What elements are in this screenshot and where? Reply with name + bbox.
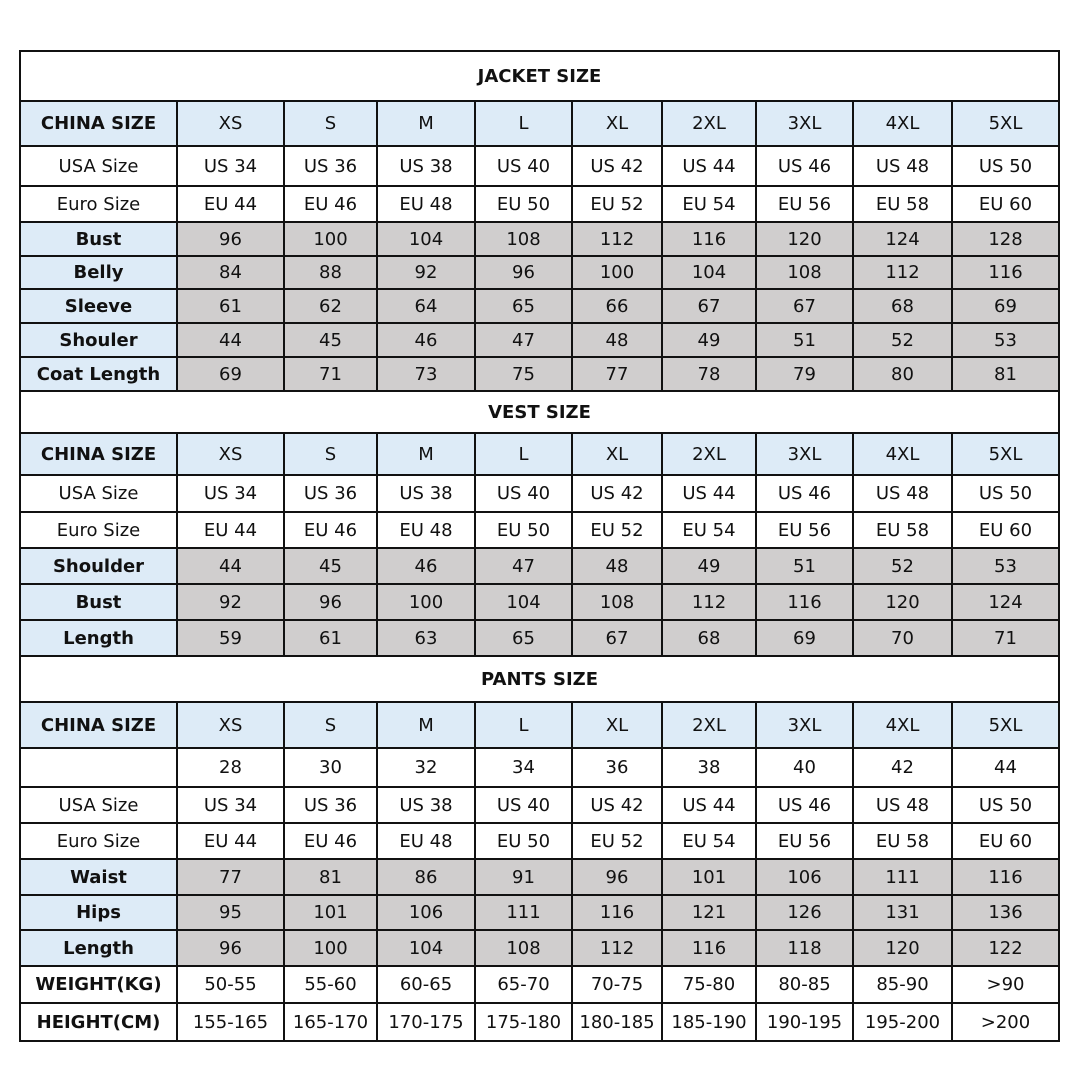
value-cell: 131 bbox=[853, 895, 952, 930]
value-cell: US 38 bbox=[377, 787, 475, 823]
value-cell: EU 46 bbox=[284, 186, 377, 222]
value-cell: 96 bbox=[177, 222, 284, 256]
value-cell: US 48 bbox=[853, 787, 952, 823]
value-cell: 67 bbox=[572, 620, 662, 656]
pants-table-row bbox=[20, 748, 1059, 787]
size-header-cell: 5XL bbox=[952, 702, 1059, 748]
value-cell: 170-175 bbox=[377, 1003, 475, 1041]
value-cell: US 50 bbox=[952, 475, 1059, 512]
value-cell: 71 bbox=[284, 357, 377, 391]
vest-table-row bbox=[20, 584, 1059, 620]
size-header-cell: 4XL bbox=[853, 702, 952, 748]
value-cell: 80 bbox=[853, 357, 952, 391]
value-cell: EU 48 bbox=[377, 823, 475, 859]
jacket-table-row bbox=[20, 146, 1059, 186]
value-cell: US 36 bbox=[284, 475, 377, 512]
china-size-label: CHINA SIZE bbox=[20, 101, 177, 146]
value-cell: 100 bbox=[377, 584, 475, 620]
value-cell: 96 bbox=[177, 930, 284, 966]
row-label: Euro Size bbox=[20, 823, 177, 859]
value-cell: US 38 bbox=[377, 146, 475, 186]
value-cell: 53 bbox=[952, 323, 1059, 357]
value-cell: 75 bbox=[475, 357, 572, 391]
row-label: Belly bbox=[20, 256, 177, 289]
value-cell: 50-55 bbox=[177, 966, 284, 1003]
size-header-cell: 2XL bbox=[662, 433, 756, 475]
value-cell: 195-200 bbox=[853, 1003, 952, 1041]
jacket-section-title: JACKET SIZE bbox=[20, 51, 1059, 101]
pants-table-row bbox=[20, 1003, 1059, 1041]
value-cell: 30 bbox=[284, 748, 377, 787]
size-header-cell: 5XL bbox=[952, 101, 1059, 146]
value-cell: 104 bbox=[662, 256, 756, 289]
value-cell: 67 bbox=[662, 289, 756, 323]
value-cell: 48 bbox=[572, 323, 662, 357]
value-cell: 112 bbox=[662, 584, 756, 620]
value-cell: 68 bbox=[662, 620, 756, 656]
value-cell: US 46 bbox=[756, 475, 853, 512]
value-cell: 34 bbox=[475, 748, 572, 787]
value-cell: EU 50 bbox=[475, 823, 572, 859]
size-header-cell: M bbox=[377, 702, 475, 748]
value-cell: US 38 bbox=[377, 475, 475, 512]
value-cell: EU 44 bbox=[177, 186, 284, 222]
vest-table-row bbox=[20, 548, 1059, 584]
value-cell: 61 bbox=[177, 289, 284, 323]
value-cell: EU 58 bbox=[853, 186, 952, 222]
row-label: USA Size bbox=[20, 787, 177, 823]
value-cell: 64 bbox=[377, 289, 475, 323]
value-cell: 45 bbox=[284, 548, 377, 584]
value-cell: EU 56 bbox=[756, 186, 853, 222]
value-cell: 124 bbox=[952, 584, 1059, 620]
value-cell: 49 bbox=[662, 323, 756, 357]
value-cell: 108 bbox=[572, 584, 662, 620]
value-cell: 165-170 bbox=[284, 1003, 377, 1041]
value-cell: US 48 bbox=[853, 475, 952, 512]
value-cell: 101 bbox=[284, 895, 377, 930]
value-cell: 84 bbox=[177, 256, 284, 289]
value-cell: 108 bbox=[475, 222, 572, 256]
size-header-cell: 3XL bbox=[756, 433, 853, 475]
pants-table-row bbox=[20, 859, 1059, 895]
value-cell: 118 bbox=[756, 930, 853, 966]
value-cell: 104 bbox=[475, 584, 572, 620]
jacket-table-row bbox=[20, 323, 1059, 357]
value-cell: 77 bbox=[572, 357, 662, 391]
value-cell: 190-195 bbox=[756, 1003, 853, 1041]
value-cell: 112 bbox=[853, 256, 952, 289]
value-cell: 121 bbox=[662, 895, 756, 930]
jacket-table-row bbox=[20, 289, 1059, 323]
value-cell: EU 56 bbox=[756, 512, 853, 548]
value-cell: 69 bbox=[756, 620, 853, 656]
value-cell: US 40 bbox=[475, 475, 572, 512]
jacket-table-row bbox=[20, 357, 1059, 391]
value-cell: 60-65 bbox=[377, 966, 475, 1003]
value-cell: 124 bbox=[853, 222, 952, 256]
value-cell: 45 bbox=[284, 323, 377, 357]
value-cell: 51 bbox=[756, 548, 853, 584]
value-cell: 108 bbox=[756, 256, 853, 289]
value-cell: 185-190 bbox=[662, 1003, 756, 1041]
size-chart-table bbox=[19, 50, 1060, 1042]
value-cell: 100 bbox=[284, 930, 377, 966]
value-cell: EU 54 bbox=[662, 186, 756, 222]
value-cell: 92 bbox=[177, 584, 284, 620]
size-header-cell: XS bbox=[177, 702, 284, 748]
value-cell: US 40 bbox=[475, 787, 572, 823]
value-cell: US 46 bbox=[756, 146, 853, 186]
value-cell: 75-80 bbox=[662, 966, 756, 1003]
value-cell: 80-85 bbox=[756, 966, 853, 1003]
value-cell: US 36 bbox=[284, 146, 377, 186]
value-cell: EU 50 bbox=[475, 512, 572, 548]
value-cell: 40 bbox=[756, 748, 853, 787]
row-label: Waist bbox=[20, 859, 177, 895]
value-cell: 112 bbox=[572, 222, 662, 256]
size-header-cell: M bbox=[377, 433, 475, 475]
value-cell: 116 bbox=[572, 895, 662, 930]
row-label: Shoulder bbox=[20, 548, 177, 584]
value-cell: EU 52 bbox=[572, 186, 662, 222]
value-cell: 78 bbox=[662, 357, 756, 391]
value-cell: US 48 bbox=[853, 146, 952, 186]
value-cell: 106 bbox=[377, 895, 475, 930]
value-cell: 96 bbox=[475, 256, 572, 289]
value-cell: EU 44 bbox=[177, 823, 284, 859]
vest-table-row bbox=[20, 512, 1059, 548]
value-cell: 59 bbox=[177, 620, 284, 656]
vest-section-title: VEST SIZE bbox=[20, 391, 1059, 433]
value-cell: EU 52 bbox=[572, 823, 662, 859]
jacket-table-row bbox=[20, 256, 1059, 289]
value-cell: 65 bbox=[475, 620, 572, 656]
value-cell: 68 bbox=[853, 289, 952, 323]
value-cell: 32 bbox=[377, 748, 475, 787]
value-cell: US 42 bbox=[572, 146, 662, 186]
value-cell: 85-90 bbox=[853, 966, 952, 1003]
value-cell: 96 bbox=[572, 859, 662, 895]
value-cell: 136 bbox=[952, 895, 1059, 930]
value-cell: 116 bbox=[952, 256, 1059, 289]
row-label: Hips bbox=[20, 895, 177, 930]
value-cell: EU 48 bbox=[377, 186, 475, 222]
value-cell: 49 bbox=[662, 548, 756, 584]
size-header-cell: 5XL bbox=[952, 433, 1059, 475]
row-label: WEIGHT(KG) bbox=[20, 966, 177, 1003]
pants-table-row bbox=[20, 966, 1059, 1003]
value-cell: EU 58 bbox=[853, 512, 952, 548]
value-cell: 111 bbox=[853, 859, 952, 895]
value-cell: 65-70 bbox=[475, 966, 572, 1003]
value-cell: EU 46 bbox=[284, 512, 377, 548]
value-cell: 48 bbox=[572, 548, 662, 584]
pants-table-row bbox=[20, 823, 1059, 859]
value-cell: 44 bbox=[177, 548, 284, 584]
value-cell: 69 bbox=[952, 289, 1059, 323]
vest-table-row bbox=[20, 620, 1059, 656]
value-cell: 62 bbox=[284, 289, 377, 323]
size-header-cell: L bbox=[475, 433, 572, 475]
size-header-cell: XS bbox=[177, 433, 284, 475]
value-cell: >200 bbox=[952, 1003, 1059, 1041]
jacket-size-header-row bbox=[20, 101, 1059, 146]
value-cell: 116 bbox=[756, 584, 853, 620]
value-cell: 126 bbox=[756, 895, 853, 930]
value-cell: 47 bbox=[475, 548, 572, 584]
value-cell: 63 bbox=[377, 620, 475, 656]
row-label: Length bbox=[20, 620, 177, 656]
size-header-cell: 2XL bbox=[662, 702, 756, 748]
value-cell: 120 bbox=[756, 222, 853, 256]
jacket-title-row bbox=[20, 51, 1059, 101]
value-cell: 52 bbox=[853, 548, 952, 584]
jacket-table-row bbox=[20, 186, 1059, 222]
value-cell: 66 bbox=[572, 289, 662, 323]
value-cell: 86 bbox=[377, 859, 475, 895]
value-cell: 120 bbox=[853, 584, 952, 620]
row-label: Euro Size bbox=[20, 186, 177, 222]
value-cell: EU 60 bbox=[952, 186, 1059, 222]
size-header-cell: S bbox=[284, 702, 377, 748]
value-cell: US 44 bbox=[662, 475, 756, 512]
value-cell: 155-165 bbox=[177, 1003, 284, 1041]
value-cell: US 42 bbox=[572, 787, 662, 823]
size-header-cell: XS bbox=[177, 101, 284, 146]
value-cell: 53 bbox=[952, 548, 1059, 584]
value-cell: EU 46 bbox=[284, 823, 377, 859]
value-cell: 101 bbox=[662, 859, 756, 895]
value-cell: EU 58 bbox=[853, 823, 952, 859]
size-header-cell: 2XL bbox=[662, 101, 756, 146]
pants-title-row bbox=[20, 656, 1059, 702]
row-label: USA Size bbox=[20, 475, 177, 512]
value-cell: 67 bbox=[756, 289, 853, 323]
row-label: Bust bbox=[20, 584, 177, 620]
value-cell: 46 bbox=[377, 323, 475, 357]
value-cell: 175-180 bbox=[475, 1003, 572, 1041]
value-cell: 104 bbox=[377, 222, 475, 256]
value-cell: US 44 bbox=[662, 146, 756, 186]
value-cell: 116 bbox=[952, 859, 1059, 895]
value-cell: 100 bbox=[284, 222, 377, 256]
value-cell: EU 56 bbox=[756, 823, 853, 859]
size-header-cell: XL bbox=[572, 433, 662, 475]
value-cell: EU 48 bbox=[377, 512, 475, 548]
value-cell: 69 bbox=[177, 357, 284, 391]
value-cell: 42 bbox=[853, 748, 952, 787]
size-header-cell: S bbox=[284, 101, 377, 146]
value-cell: US 46 bbox=[756, 787, 853, 823]
value-cell: 100 bbox=[572, 256, 662, 289]
value-cell: 70-75 bbox=[572, 966, 662, 1003]
jacket-table-row bbox=[20, 222, 1059, 256]
value-cell: 111 bbox=[475, 895, 572, 930]
value-cell: 180-185 bbox=[572, 1003, 662, 1041]
value-cell: EU 60 bbox=[952, 823, 1059, 859]
value-cell: 95 bbox=[177, 895, 284, 930]
value-cell: EU 54 bbox=[662, 823, 756, 859]
pants-size-header-row bbox=[20, 702, 1059, 748]
value-cell: 88 bbox=[284, 256, 377, 289]
row-label: Sleeve bbox=[20, 289, 177, 323]
value-cell: 106 bbox=[756, 859, 853, 895]
value-cell: 36 bbox=[572, 748, 662, 787]
vest-size-header-row bbox=[20, 433, 1059, 475]
value-cell: 91 bbox=[475, 859, 572, 895]
value-cell: US 34 bbox=[177, 475, 284, 512]
row-label: Bust bbox=[20, 222, 177, 256]
value-cell: EU 54 bbox=[662, 512, 756, 548]
size-header-cell: XL bbox=[572, 101, 662, 146]
value-cell: US 36 bbox=[284, 787, 377, 823]
value-cell: 77 bbox=[177, 859, 284, 895]
vest-title-row bbox=[20, 391, 1059, 433]
pants-table-row bbox=[20, 930, 1059, 966]
value-cell: >90 bbox=[952, 966, 1059, 1003]
value-cell: US 42 bbox=[572, 475, 662, 512]
pants-table-row bbox=[20, 895, 1059, 930]
pants-section-title: PANTS SIZE bbox=[20, 656, 1059, 702]
value-cell: 71 bbox=[952, 620, 1059, 656]
size-header-cell: 4XL bbox=[853, 433, 952, 475]
value-cell: 108 bbox=[475, 930, 572, 966]
value-cell: 120 bbox=[853, 930, 952, 966]
value-cell: 116 bbox=[662, 930, 756, 966]
size-header-cell: L bbox=[475, 101, 572, 146]
row-label: Shouler bbox=[20, 323, 177, 357]
row-label: Euro Size bbox=[20, 512, 177, 548]
row-label: USA Size bbox=[20, 146, 177, 186]
pants-table-row bbox=[20, 787, 1059, 823]
value-cell: 81 bbox=[284, 859, 377, 895]
value-cell: 55-60 bbox=[284, 966, 377, 1003]
size-header-cell: 4XL bbox=[853, 101, 952, 146]
value-cell: EU 60 bbox=[952, 512, 1059, 548]
value-cell: 46 bbox=[377, 548, 475, 584]
value-cell: 116 bbox=[662, 222, 756, 256]
row-label: Coat Length bbox=[20, 357, 177, 391]
size-header-cell: M bbox=[377, 101, 475, 146]
value-cell: US 34 bbox=[177, 146, 284, 186]
value-cell: 128 bbox=[952, 222, 1059, 256]
value-cell: US 50 bbox=[952, 787, 1059, 823]
size-header-cell: S bbox=[284, 433, 377, 475]
value-cell: US 50 bbox=[952, 146, 1059, 186]
size-header-cell: 3XL bbox=[756, 702, 853, 748]
size-header-cell: L bbox=[475, 702, 572, 748]
value-cell: 104 bbox=[377, 930, 475, 966]
value-cell: 61 bbox=[284, 620, 377, 656]
value-cell: EU 52 bbox=[572, 512, 662, 548]
china-size-label: CHINA SIZE bbox=[20, 702, 177, 748]
row-label bbox=[20, 748, 177, 787]
value-cell: EU 50 bbox=[475, 186, 572, 222]
value-cell: 52 bbox=[853, 323, 952, 357]
value-cell: 79 bbox=[756, 357, 853, 391]
value-cell: US 44 bbox=[662, 787, 756, 823]
vest-table-row bbox=[20, 475, 1059, 512]
value-cell: 70 bbox=[853, 620, 952, 656]
row-label: HEIGHT(CM) bbox=[20, 1003, 177, 1041]
value-cell: 65 bbox=[475, 289, 572, 323]
value-cell: US 34 bbox=[177, 787, 284, 823]
value-cell: 81 bbox=[952, 357, 1059, 391]
value-cell: 122 bbox=[952, 930, 1059, 966]
value-cell: 47 bbox=[475, 323, 572, 357]
value-cell: US 40 bbox=[475, 146, 572, 186]
size-header-cell: 3XL bbox=[756, 101, 853, 146]
value-cell: 28 bbox=[177, 748, 284, 787]
value-cell: 73 bbox=[377, 357, 475, 391]
size-header-cell: XL bbox=[572, 702, 662, 748]
value-cell: 92 bbox=[377, 256, 475, 289]
row-label: Length bbox=[20, 930, 177, 966]
value-cell: 44 bbox=[177, 323, 284, 357]
value-cell: 51 bbox=[756, 323, 853, 357]
value-cell: 38 bbox=[662, 748, 756, 787]
value-cell: 96 bbox=[284, 584, 377, 620]
china-size-label: CHINA SIZE bbox=[20, 433, 177, 475]
value-cell: 112 bbox=[572, 930, 662, 966]
value-cell: 44 bbox=[952, 748, 1059, 787]
value-cell: EU 44 bbox=[177, 512, 284, 548]
